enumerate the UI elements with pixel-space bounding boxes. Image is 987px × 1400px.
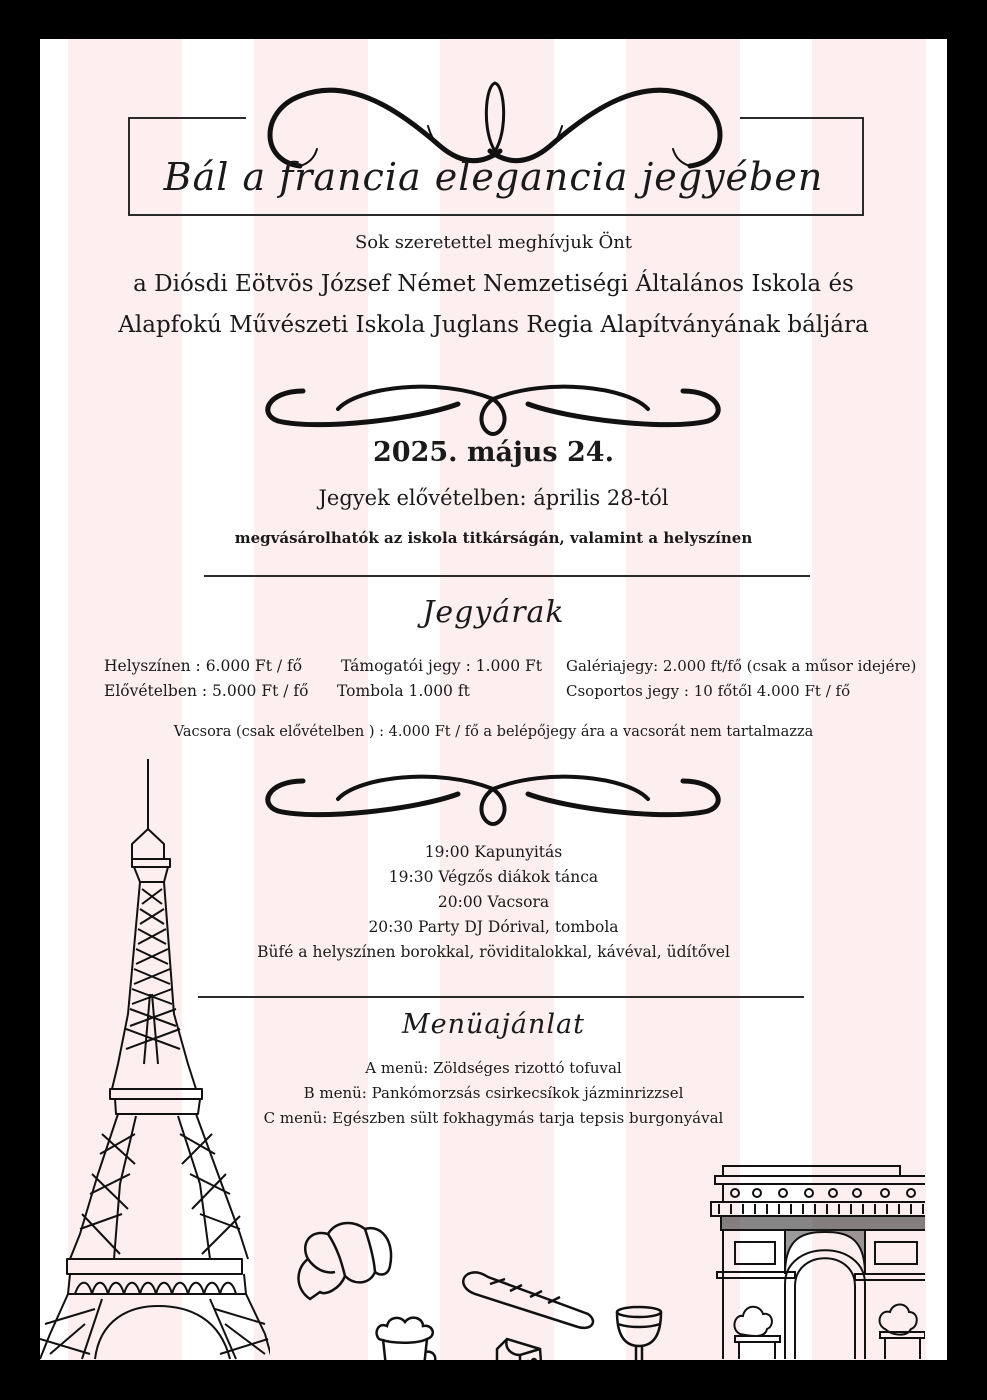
baguette-illustration (460, 1269, 600, 1334)
dinner-price: Vacsora (csak elővételben ) : 4.000 Ft / fő a belépőjegy ára a vacsorát nem tartalmazza (173, 724, 814, 740)
cheese-illustration (492, 1337, 552, 1360)
program-item: 19:30 Végzős diákok tánca (388, 868, 599, 886)
program-item: 19:00 Kapunyitás (424, 843, 563, 861)
program-item: Büfé a helyszínen borokkal, röviditalokkal, kávéval, üdítővel (257, 943, 730, 961)
purchase-location: megvásárolhatók az iskola titkárságán, valamint a helyszínen (234, 529, 753, 547)
wine-glass-illustration (614, 1304, 664, 1360)
host-line-1: a Diósdi Eötvös József Német Nemzetiségi Általános Iskola és (133, 271, 854, 297)
menu-heading: Menüajánlat (402, 1009, 585, 1040)
price-onsite: Helyszínen : 6.000 Ft / fő (104, 657, 303, 675)
prices-heading: Jegyárak (422, 595, 565, 630)
menu-item: C menü: Egészben sült fokhagymás tarja tepsis burgonyával (263, 1109, 724, 1127)
divider-line-2 (198, 996, 804, 998)
program-item: 20:00 Vacsora (437, 893, 550, 911)
arc-de-triomphe-illustration (695, 1154, 925, 1360)
price-group: Csoportos jegy : 10 főtől 4.000 Ft / fő (566, 682, 851, 700)
divider-flourish-ornament-2 (258, 769, 728, 829)
eiffel-tower-illustration (40, 754, 270, 1360)
menu-item: A menü: Zöldséges rizottó tofuval (365, 1059, 622, 1077)
invitation-page (40, 39, 947, 1360)
divider-flourish-ornament (258, 379, 728, 439)
price-raffle: Tombola 1.000 ft (337, 682, 470, 700)
price-gallery: Galériajegy: 2.000 ft/fő (csak a műsor idejére) (566, 657, 917, 675)
menu-item: B menü: Pankómorzsás csirkecsíkok jázminrizzsel (303, 1084, 684, 1102)
coffee-cup-illustration (367, 1314, 447, 1360)
event-title: Bál a francia elegancia jegyében (163, 155, 824, 199)
host-line-2: Alapfokú Művészeti Iskola Juglans Regia Alapítványának báljára (118, 312, 869, 338)
presale-info: Jegyek elővételben: április 28-tól (318, 486, 669, 510)
croissant-illustration (290, 1214, 400, 1309)
price-presale: Elővételben : 5.000 Ft / fő (104, 682, 309, 700)
price-supporter: Támogatói jegy : 1.000 Ft (341, 657, 543, 675)
program-item: 20:30 Party DJ Dórival, tombola (368, 918, 619, 936)
event-date: 2025. május 24. (373, 437, 614, 468)
divider-line (204, 575, 810, 577)
invite-line: Sok szeretettel meghívjuk Önt (354, 232, 633, 253)
